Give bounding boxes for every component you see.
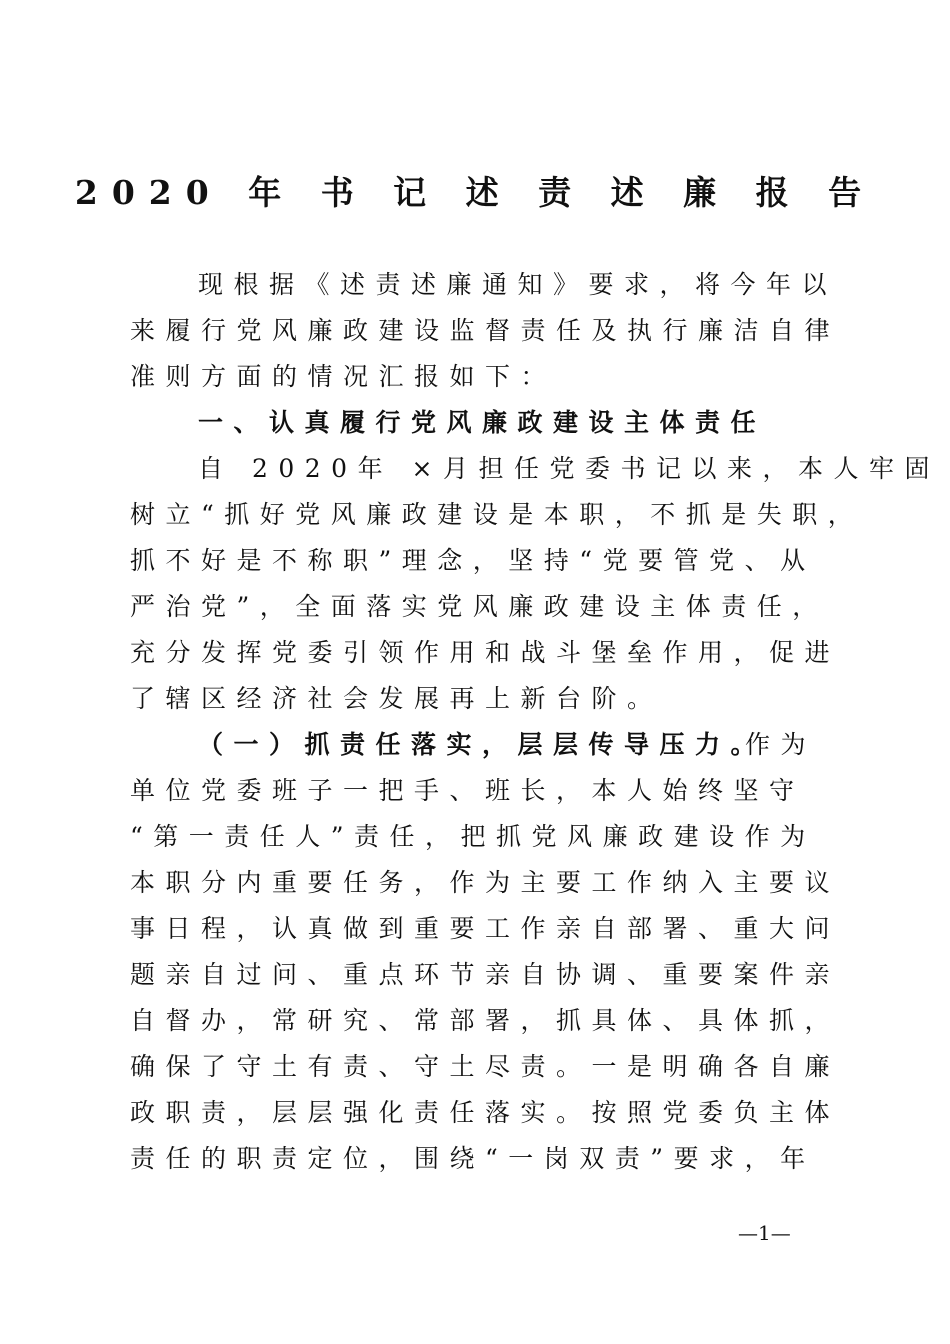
paragraph-line: 本职分内重要任务，作为主要工作纳入主要议: [130, 868, 841, 897]
paragraph-line: 自督办，常研究、常部署，抓具体、具体抓，: [130, 1006, 841, 1035]
paragraph-line: 自 2020年 ×月担任党委书记以来，本人牢固: [198, 454, 940, 483]
paragraph-line: 事日程，认真做到重要工作亲自部署、重大问: [130, 914, 841, 943]
paragraph-line: 题亲自过问、重点环节亲自协调、重要案件亲: [130, 960, 841, 989]
paragraph-line: 现根据《述责述廉通知》要求，将今年以: [198, 270, 838, 299]
page-number: —1—: [738, 1221, 791, 1245]
paragraph-line: 充分发挥党委引领作用和战斗堡垒作用，促进: [130, 638, 841, 667]
paragraph-line: 抓不好是不称职”理念，坚持“党要管党、从: [130, 546, 816, 575]
paragraph-line: 来履行党风廉政建设监督责任及执行廉洁自律: [130, 316, 841, 345]
paragraph-line: 严治党”，全面落实党风廉政建设主体责任，: [130, 592, 828, 621]
paragraph-line: 作为: [745, 730, 817, 759]
paragraph-line: 树立“抓好党风廉政建设是本职，不抓是失职，: [130, 500, 864, 529]
paragraph-line: “第一责任人”责任，把抓党风廉政建设作为: [130, 822, 816, 851]
paragraph-line: 责任的职责定位，围绕“一岗双责”要求，年: [130, 1144, 816, 1173]
document-title: 2020 年 书 记 述 责 述 廉 报 告: [74, 173, 876, 212]
paragraph-line: 单位党委班子一把手、班长，本人始终坚守: [130, 776, 805, 805]
paragraph-line: 准则方面的情况汇报如下：: [130, 362, 557, 391]
subsection-heading: （一）抓责任落实，层层传导压力。: [198, 730, 767, 759]
section-heading: 一、认真履行党风廉政建设主体责任: [198, 408, 767, 437]
paragraph-line: 了辖区经济社会发展再上新台阶。: [130, 684, 663, 713]
paragraph-line: 确保了守土有责、守土尽责。一是明确各自廉: [130, 1052, 841, 1081]
paragraph-line: 政职责，层层强化责任落实。按照党委负主体: [130, 1098, 841, 1127]
